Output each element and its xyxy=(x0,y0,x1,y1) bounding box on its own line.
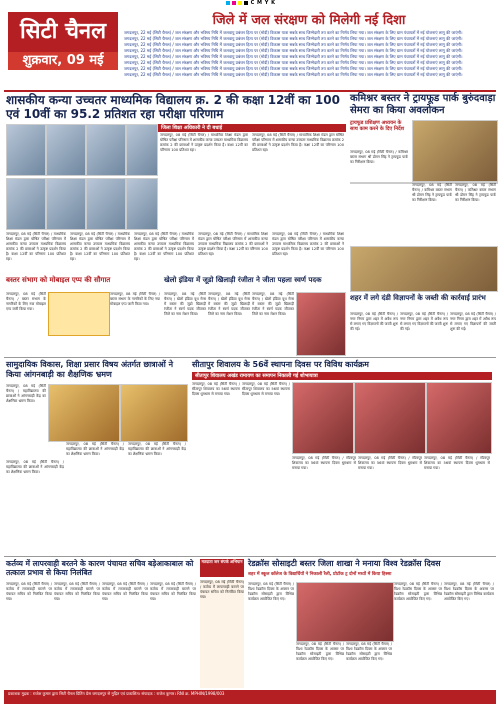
article-3-headline: बस्तर संभाग को मोबाइल एप्प की सौगात xyxy=(6,276,111,284)
anganwadi-photo xyxy=(120,384,188,442)
article-1-body: जगदलपुर, 08 मई (सिटी चैनल) / माध्यमिक शिक्षा मंडल द्वारा घोषित परीक्षा परिणाम में शासकीय कन्या उच्चतर माध्यमिक विद्यालय क्रमांक 2 की छात्राओं ने उत्कृष्ट प्रदर्शन किया है। कक्षा 12वीं का परिणाम 100 प्रतिशत रहा। xyxy=(160,133,248,152)
newspaper-logo xyxy=(8,12,118,86)
article-5-body: जगदलपुर, 08 मई (सिटी चैनल) / नगर निगम द्वारा शहर में अवैध रूप से लगाए गए विज्ञापनों की जब्ती शुरू की गई। xyxy=(350,312,398,331)
commissioner-visit-photo xyxy=(412,120,498,182)
imprint-footer: प्रकाशक मुद्रक : राजेश कुमार द्वारा सिटी चैनल प्रिंटिंग प्रेस जगदलपुर से मुद्रित एवं प्रकाशित। संपादक : राजेश कुमार। RNI क्र. MPHIN/1998/003 xyxy=(4,690,496,704)
red-cross-rally-photo xyxy=(296,582,394,642)
article-9-body-cont: जगदलपुर, 08 मई (सिटी चैनल) / विश्व रेडक्रॉस दिवस के अवसर पर रेडक्रॉस सोसाइटी द्वारा विभिन्न कार्यक्रम आयोजित किए गए। xyxy=(444,582,494,601)
article-7-body-cont: जगदलपुर, 08 मई (सिटी चैनल) / सीतापुर शिवालय का 56वां स्थापना दिवस धूमधाम से मनाया गया। xyxy=(292,456,356,470)
article-3-body-cont: जगदलपुर, 08 मई (सिटी चैनल) / बस्तर संभाग के नागरिकों के लिए नया मोबाइल एप्प जारी किया गया। xyxy=(110,292,160,306)
article-9-body-cont: जगदलपुर, 08 मई (सिटी चैनल) / विश्व रेडक्रॉस दिवस के अवसर पर रेडक्रॉस सोसाइटी द्वारा विभिन्न कार्यक्रम आयोजित किए गए। xyxy=(394,582,442,601)
issue-date: शुक्रवार, 09 मई 2025 xyxy=(8,52,118,70)
article-6-body-cont: जगदलपुर, 08 मई (सिटी चैनल) / महाविद्यालय की छात्राओं ने आंगनबाड़ी केंद्र का शैक्षणिक भ्रमण किया। xyxy=(66,442,124,456)
article-1-body-cont: जगदलपुर, 08 मई (सिटी चैनल) / माध्यमिक शिक्षा मंडल द्वारा घोषित परीक्षा परिणाम में शासकीय कन्या उच्चतर माध्यमिक विद्यालय क्रमांक 2 की छात्राओं ने उत्कृष्ट प्रदर्शन किया है। कक्षा 12वीं का परिणाम 100 प्रतिशत रहा। xyxy=(198,232,268,256)
temple-event-photo xyxy=(426,382,492,454)
article-7-body-cont: जगदलपुर, 08 मई (सिटी चैनल) / सीतापुर शिवालय का 56वां स्थापना दिवस धूमधाम से मनाया गया। xyxy=(424,456,490,470)
temple-event-photo xyxy=(292,382,354,454)
article-9-body: जगदलपुर, 08 मई (सिटी चैनल) / विश्व रेडक्रॉस दिवस के अवसर पर रेडक्रॉस सोसाइटी द्वारा विभिन्न कार्यक्रम आयोजित किए गए। xyxy=(248,582,294,601)
article-8-headline: कर्तव्य में लापरवाही बरतने के कारण पंचायत सचिव बड़ेआकाबाल को तत्काल प्रभाव से किया निलंबित xyxy=(6,559,194,577)
masthead-body: जगदलपुर, 22 मई (सिटी चैनल) / जल संरक्षण और भविष्य निधि में जलवायु प्रबंधन हित्य पर (मोदी) विकास यात्रा सबके साथ जिम्मेदारी तय करने का निर्णय लिया गया। जल संरक्षण के लिए ग्राम पंचायतों में नई योजनाएं लागू की जाएंगी। जगदलपुर, 22 मई (सिटी चैनल) / जल संरक्षण और भविष्य निधि में जलवायु प्रबंधन हित्य पर (मोदी) विकास यात्रा सबके साथ जिम्मेदारी तय करने का निर्णय लिया गया। जल संरक्षण के लिए ग्राम पंचायतों में नई योजनाएं लागू की जाएंगी। जगदलपुर, 22 मई (सिटी चैनल) / जल संरक्षण और भविष्य निधि में जलवायु प्रबंधन हित्य पर (मोदी) विकास यात्रा सबके साथ जिम्मेदारी तय करने का निर्णय लिया गया। जल संरक्षण के लिए ग्राम पंचायतों में नई योजनाएं लागू की जाएंगी। जगदलपुर, 22 मई (सिटी चैनल) / जल संरक्षण और भविष्य निधि में जलवायु प्रबंधन हित्य पर (मोदी) विकास यात्रा सबके साथ जिम्मेदारी तय करने का निर्णय लिया गया। जल संरक्षण के लिए ग्राम पंचायतों में नई योजनाएं लागू की जाएंगी। जगदलपुर, 22 मई (सिटी चैनल) / जल संरक्षण और भविष्य निधि में जलवायु प्रबंधन हित्य पर (मोदी) विकास यात्रा सबके साथ जिम्मेदारी तय करने का निर्णय लिया गया। जल संरक्षण के लिए ग्राम पंचायतों में नई योजनाएं लागू की जाएंगी। जगदलपुर, 22 मई (सिटी चैनल) / जल संरक्षण और भविष्य निधि में जलवायु प्रबंधन हित्य पर (मोदी) विकास यात्रा सबके साथ जिम्मेदारी तय करने का निर्णय लिया गया। जल संरक्षण के लिए ग्राम पंचायतों में नई योजनाएं लागू की जाएंगी। जगदलपुर, 22 मई (सिटी चैनल) / जल संरक्षण और भविष्य निधि में जलवायु प्रबंधन हित्य पर (मोदी) विकास यात्रा सबके साथ जिम्मेदारी तय करने का निर्णय लिया गया। जल संरक्षण के लिए ग्राम पंचायतों में नई योजनाएं लागू की जाएंगी। जगदलपुर, 22 मई (सिटी चैनल) / जल संरक्षण और भविष्य निधि में जलवायु प्रबंधन हित्य पर (मोदी) विकास यात्रा सबके साथ जिम्मेदारी तय करने का निर्णय लिया गया। जल संरक्षण के लिए ग्राम पंचायतों में नई योजनाएं लागू की जाएंगी। xyxy=(124,30,463,77)
article-8-body: जगदलपुर, 08 मई (सिटी चैनल) / कर्तव्य में लापरवाही बरतने पर पंचायत सचिव को निलंबित किया गया। xyxy=(6,582,52,601)
campaign-box-body: जगदलपुर, 08 मई (सिटी चैनल) / कर्तव्य में लापरवाही बरतने पर पंचायत सचिव को निलंबित किया गया। xyxy=(200,580,244,688)
article-5-headline: शहर में लगे दंडी विज्ञापनों के जब्ती की कार्रवाई प्रारंभ xyxy=(350,294,486,302)
article-4-body-cont: जगदलपुर, 08 मई (सिटी चैनल) / खेलो इंडिया यूथ गेम्स में बस्तर की जूडो खिलाड़ी रंजीता ने स्वर्ण पदक जीतकर जिले का नाम रोशन किया। xyxy=(208,292,250,316)
article-1-body-cont: जगदलपुर, 08 मई (सिटी चैनल) / माध्यमिक शिक्षा मंडल द्वारा घोषित परीक्षा परिणाम में शासकीय कन्या उच्चतर माध्यमिक विद्यालय क्रमांक 2 की छात्राओं ने उत्कृष्ट प्रदर्शन किया है। कक्षा 12वीं का परिणाम 100 प्रतिशत रहा। xyxy=(70,232,130,261)
article-4-body: जगदलपुर, 08 मई (सिटी चैनल) / खेलो इंडिया यूथ गेम्स में बस्तर की जूडो खिलाड़ी रंजीता ने स्वर्ण पदक जीतकर जिले का नाम रोशन किया। xyxy=(164,292,206,316)
article-9-subheadline: शहर में स्कूल कॉलेज के विद्यार्थियों ने निकाली रैली, प्रोटॉक ट्र दोनों मध्यों में किया हिस्सा xyxy=(248,572,392,577)
article-5-body-cont: जगदलपुर, 08 मई (सिटी चैनल) / नगर निगम द्वारा शहर में अवैध रूप से लगाए गए विज्ञापनों की जब्ती शुरू की गई। xyxy=(400,312,448,331)
article-7-body-cont: जगदलपुर, 08 मई (सिटी चैनल) / सीतापुर शिवालय का 56वां स्थापना दिवस धूमधाम से मनाया गया। xyxy=(358,456,422,470)
student-photo xyxy=(6,124,46,176)
article-2-body-cont: जगदलपुर, 08 मई (सिटी चैनल) / कमिश्नर बस्तर संभाग श्री डोमन सिंह ने ट्रायफूड पार्क का निरीक्षण किया। xyxy=(412,183,452,202)
judo-player-photo xyxy=(296,292,346,356)
masthead-headline: जिले में जल संरक्षण को मिलेगी नई दिशा xyxy=(212,13,406,28)
article-5-body-cont: जगदलपुर, 08 मई (सिटी चैनल) / नगर निगम द्वारा शहर में अवैध रूप से लगाए गए विज्ञापनों की जब्ती शुरू की गई। xyxy=(450,312,496,331)
article-8-body-cont: जगदलपुर, 08 मई (सिटी चैनल) / कर्तव्य में लापरवाही बरतने पर पंचायत सचिव को निलंबित किया गया। xyxy=(102,582,148,601)
student-photo xyxy=(86,124,126,176)
article-9-headline: रेडक्रॉस सोसाइटी बस्तर जिला शाखा ने मनाया विश्व रेडक्रॉस दिवस xyxy=(248,559,441,568)
masthead xyxy=(4,8,496,92)
newspaper-title: सिटी चैनल xyxy=(19,19,107,44)
article-6-headline: सामुदायिक विकास, शिक्षा प्रसार विषय अंतर्गत छात्राओं ने किया आंगनबाड़ी का शैक्षणिक भ्रमण xyxy=(6,360,174,379)
ad-seizure-photo xyxy=(350,246,498,292)
campaign-box: मतदाता जन संपर्क अभियान xyxy=(200,559,244,577)
temple-event-photo xyxy=(354,382,426,454)
article-2-subheadline: ट्रायफूड प्रशिक्षण अध्ययन के साथ काम करने के दिए निर्देश xyxy=(350,120,405,132)
article-7-body: जगदलपुर, 08 मई (सिटी चैनल) / सीतापुर शिवालय का 56वां स्थापना दिवस धूमधाम से मनाया गया। xyxy=(192,382,240,396)
divider xyxy=(4,357,496,358)
registration-marks: C M Y K xyxy=(0,0,500,6)
article-1-body-cont: जगदलपुर, 08 मई (सिटी चैनल) / माध्यमिक शिक्षा मंडल द्वारा घोषित परीक्षा परिणाम में शासकीय कन्या उच्चतर माध्यमिक विद्यालय क्रमांक 2 की छात्राओं ने उत्कृष्ट प्रदर्शन किया है। कक्षा 12वीं का परिणाम 100 प्रतिशत रहा। xyxy=(134,232,194,261)
student-photo xyxy=(126,178,158,230)
student-photo xyxy=(86,178,126,230)
article-6-body: जगदलपुर, 08 मई (सिटी चैनल) / महाविद्यालय की छात्राओं ने आंगनबाड़ी केंद्र का शैक्षणिक भ्रमण किया। xyxy=(6,384,46,403)
article-8-body-cont: जगदलपुर, 08 मई (सिटी चैनल) / कर्तव्य में लापरवाही बरतने पर पंचायत सचिव को निलंबित किया गया। xyxy=(150,582,196,601)
article-6-body-cont: जगदलपुर, 08 मई (सिटी चैनल) / महाविद्यालय की छात्राओं ने आंगनबाड़ी केंद्र का शैक्षणिक भ्रमण किया। xyxy=(6,460,64,474)
anganwadi-photo xyxy=(48,384,120,442)
student-photo xyxy=(46,124,86,176)
article-4-body-cont: जगदलपुर, 08 मई (सिटी चैनल) / खेलो इंडिया यूथ गेम्स में बस्तर की जूडो खिलाड़ी रंजीता ने स्वर्ण पदक जीतकर जिले का नाम रोशन किया। xyxy=(252,292,294,316)
student-photo xyxy=(46,178,86,230)
article-2-body: जगदलपुर, 08 मई (सिटी चैनल) / कमिश्नर बस्तर संभाग श्री डोमन सिंह ने ट्रायफूड पार्क का निरीक्षण किया। xyxy=(350,150,408,164)
article-9-body-cont: जगदलपुर, 08 मई (सिटी चैनल) / विश्व रेडक्रॉस दिवस के अवसर पर रेडक्रॉस सोसाइटी द्वारा विभिन्न कार्यक्रम आयोजित किए गए। xyxy=(296,642,344,661)
app-promo-box xyxy=(48,292,110,336)
article-1-body-cont: जगदलपुर, 08 मई (सिटी चैनल) / माध्यमिक शिक्षा मंडल द्वारा घोषित परीक्षा परिणाम में शासकीय कन्या उच्चतर माध्यमिक विद्यालय क्रमांक 2 की छात्राओं ने उत्कृष्ट प्रदर्शन किया है। कक्षा 12वीं का परिणाम 100 प्रतिशत रहा। xyxy=(252,133,344,152)
divider xyxy=(4,556,496,557)
article-6-body-cont: जगदलपुर, 08 मई (सिटी चैनल) / महाविद्यालय की छात्राओं ने आंगनबाड़ी केंद्र का शैक्षणिक भ्रमण किया। xyxy=(128,442,186,456)
article-7-body-cont: जगदलपुर, 08 मई (सिटी चैनल) / सीतापुर शिवालय का 56वां स्थापना दिवस धूमधाम से मनाया गया। xyxy=(242,382,290,396)
article-4-headline: खेलो इंडिया में जूडो खिलाड़ी रंजीता ने जीता पहला स्वर्ण पदक xyxy=(164,276,322,284)
student-photo xyxy=(126,124,158,176)
article-2-body-cont: जगदलपुर, 08 मई (सिटी चैनल) / कमिश्नर बस्तर संभाग श्री डोमन सिंह ने ट्रायफूड पार्क का निरीक्षण किया। xyxy=(455,183,496,202)
article-8-body-cont: जगदलपुर, 08 मई (सिटी चैनल) / कर्तव्य में लापरवाही बरतने पर पंचायत सचिव को निलंबित किया गया। xyxy=(54,582,100,601)
article-2-headline: कमिश्नर बस्तर ने ट्रायफूड पार्क बुरुंदवाड़ा सेमरा का किया अवलोकन xyxy=(350,93,496,116)
article-1-subheadline: जिला शिक्षा अधिकारी ने दी बधाई xyxy=(158,124,346,132)
article-7-subheadline: सीतापुर शिवालय अखंड रामायण का समापन निकाली गई शोभायात्रा xyxy=(192,372,492,380)
article-1-body-cont: जगदलपुर, 08 मई (सिटी चैनल) / माध्यमिक शिक्षा मंडल द्वारा घोषित परीक्षा परिणाम में शासकीय कन्या उच्चतर माध्यमिक विद्यालय क्रमांक 2 की छात्राओं ने उत्कृष्ट प्रदर्शन किया है। कक्षा 12वीं का परिणाम 100 प्रतिशत रहा। xyxy=(272,232,344,256)
article-1-body-cont: जगदलपुर, 08 मई (सिटी चैनल) / माध्यमिक शिक्षा मंडल द्वारा घोषित परीक्षा परिणाम में शासकीय कन्या उच्चतर माध्यमिक विद्यालय क्रमांक 2 की छात्राओं ने उत्कृष्ट प्रदर्शन किया है। कक्षा 12वीं का परिणाम 100 प्रतिशत रहा। xyxy=(6,232,66,261)
article-7-headline: सीतापुर शिवालय के 56वें स्थापना दिवस पर विविध कार्यक्रम xyxy=(192,360,369,369)
article-9-body-cont: जगदलपुर, 08 मई (सिटी चैनल) / विश्व रेडक्रॉस दिवस के अवसर पर रेडक्रॉस सोसाइटी द्वारा विभिन्न कार्यक्रम आयोजित किए गए। xyxy=(346,642,392,661)
article-1-headline: शासकीय कन्या उच्चतर माध्यमिक विद्यालय क्र. 2 की कक्षा 12वीं का 100 एवं 10वीं का 95.2 प्रतिशत रहा परीक्षा परिणाम xyxy=(6,93,340,121)
article-3-body: जगदलपुर, 08 मई (सिटी चैनल) / बस्तर संभाग के नागरिकों के लिए नया मोबाइल एप्प जारी किया गया। xyxy=(6,292,46,311)
student-photo xyxy=(6,178,46,230)
